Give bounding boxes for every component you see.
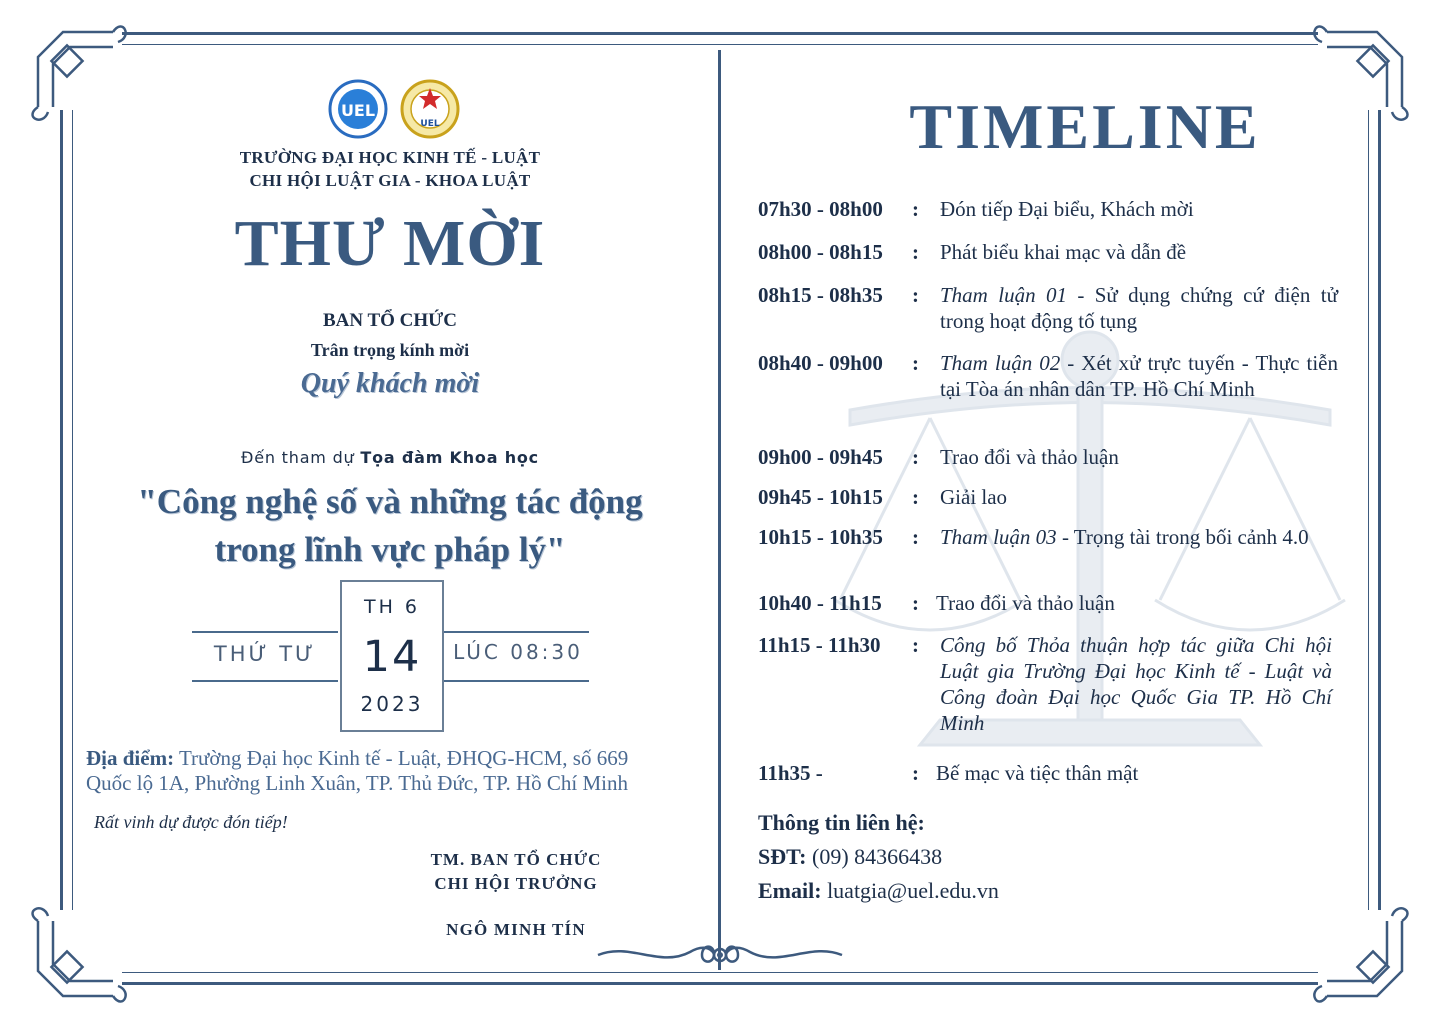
topic-line-2: trong lĩnh vực pháp lý" (214, 530, 566, 569)
schedule-desc (940, 282, 1338, 334)
schedule-desc: Phát biểu khai mạc và dẫn đề (940, 240, 1187, 264)
schedule-desc (940, 524, 1338, 550)
corner-ornament-top-right (1312, 12, 1422, 122)
schedule-colon: : (912, 591, 919, 615)
schedule-colon: : (912, 283, 919, 307)
event-topic (90, 478, 690, 574)
phone-label: SĐT: (758, 844, 807, 869)
corner-ornament-bottom-left (18, 906, 128, 1016)
uel-logo-text: UEL (340, 101, 376, 120)
schedule-italic: Tham luận 02 (940, 351, 1061, 375)
date-weekday: THỨ TƯ (213, 642, 317, 666)
date-month: TH 6 (363, 596, 421, 618)
schedule-colon: : (912, 525, 919, 549)
email-address: luatgia@uel.edu.vn (827, 878, 999, 903)
schedule-time: 07h30 - 08h00 (758, 197, 883, 221)
schedule-desc (940, 350, 1338, 402)
guest-name: Quý khách mời (300, 368, 480, 399)
school-line-2: CHI HỘI LUẬT GIA - KHOA LUẬT (249, 171, 531, 190)
schedule-text: - Xét xử trực tuyến - Thực tiễn tại Tòa án nhân dân TP. Hồ Chí Minh (940, 351, 1339, 401)
contact-heading: Thông tin liên hệ: (758, 810, 925, 835)
venue (86, 746, 696, 796)
schedule-time: 09h45 - 10h15 (758, 485, 883, 509)
date-time: LÚC 08:30 (453, 640, 583, 664)
topic-line-1: "Công nghệ số và những tác động (137, 482, 643, 521)
center-divider (718, 50, 721, 970)
schedule-desc (940, 632, 1332, 736)
schedule-time: 08h00 - 08h15 (758, 240, 883, 264)
schedule-time: 10h40 - 11h15 (758, 591, 882, 615)
schedule-time: 09h00 - 09h45 (758, 445, 883, 469)
logos (328, 78, 464, 140)
schedule-time: 08h15 - 08h35 (758, 283, 883, 307)
venue-line-2: Quốc lộ 1A, Phường Linh Xuân, TP. Thủ Đức, TP. Hồ Chí Minh (86, 771, 628, 795)
venue-label: Địa điểm: (86, 746, 175, 770)
schedule-desc: Trao đổi và thảo luận (936, 591, 1115, 615)
invite-line: Trân trọng kính mời (310, 340, 470, 360)
uel-logo (330, 81, 386, 137)
schedule-italic: Công bố Thỏa thuận hợp tác giữa Chi hội Luật gia Trường Đại học Kinh tế - Luật và Công đoàn Đại học Quốc Gia TP. Hồ Chí Minh (940, 633, 1332, 735)
email-label: Email: (758, 878, 822, 903)
attend-event: Tọa đàm Khoa học (360, 448, 539, 467)
bottom-flourish-ornament (590, 938, 850, 972)
school-line-1: TRƯỜNG ĐẠI HỌC KINH TẾ - LUẬT (239, 148, 541, 167)
schedule-colon: : (912, 485, 919, 509)
schedule-colon: : (912, 197, 919, 221)
date-year: 2023 (360, 692, 424, 716)
schedule-desc: Đón tiếp Đại biểu, Khách mời (940, 197, 1194, 221)
schedule-time: 11h35 - (758, 761, 823, 785)
schedule-desc: Trao đổi và thảo luận (940, 445, 1119, 469)
schedule-colon: : (912, 351, 919, 375)
school-name (190, 146, 590, 192)
organizer: BAN TỔ CHỨC (322, 310, 458, 331)
corner-ornament-top-left (18, 12, 128, 122)
schedule-colon: : (912, 761, 919, 785)
schedule-time: 08h40 - 09h00 (758, 351, 883, 375)
law-logo-text: UEL (420, 119, 440, 129)
signature-line-2: CHI HỘI TRƯỞNG (434, 874, 598, 893)
signature-line-1: TM. BAN TỔ CHỨC (430, 850, 602, 869)
corner-ornament-bottom-right (1312, 906, 1422, 1016)
schedule-colon: : (912, 633, 919, 657)
venue-line-1: Trường Đại học Kinh tế - Luật, ĐHQG-HCM, số 669 (178, 746, 629, 770)
contact-info (758, 806, 999, 908)
schedule-desc: Giải lao (940, 485, 1008, 509)
attend-line (150, 448, 630, 467)
schedule-colon: : (912, 445, 919, 469)
schedule-text: - Sử dụng chứng cứ điện tử trong hoạt động tố tụng (940, 283, 1338, 333)
schedule-time: 10h15 - 10h35 (758, 525, 883, 549)
law-association-logo (402, 81, 458, 137)
schedule-italic: Tham luận 01 (940, 283, 1067, 307)
schedule-text: - Trọng tài trong bối cảnh 4.0 (1056, 525, 1309, 549)
attend-prefix: Đến tham dự (241, 448, 355, 467)
invitation-title: THƯ MỜI (234, 207, 546, 280)
schedule-colon: : (912, 240, 919, 264)
signer-name: NGÔ MINH TÍN (446, 920, 586, 939)
schedule-time: 11h15 - 11h30 (758, 633, 881, 657)
schedule-italic: Tham luận 03 (940, 525, 1057, 549)
schedule-desc: Bế mạc và tiệc thân mật (936, 761, 1139, 785)
timeline-title: TIMELINE (909, 91, 1261, 162)
date-day: 14 (362, 632, 422, 682)
honor-text: Rất vinh dự được đón tiếp! (94, 812, 288, 832)
phone-number: (09) 84366438 (812, 844, 943, 869)
